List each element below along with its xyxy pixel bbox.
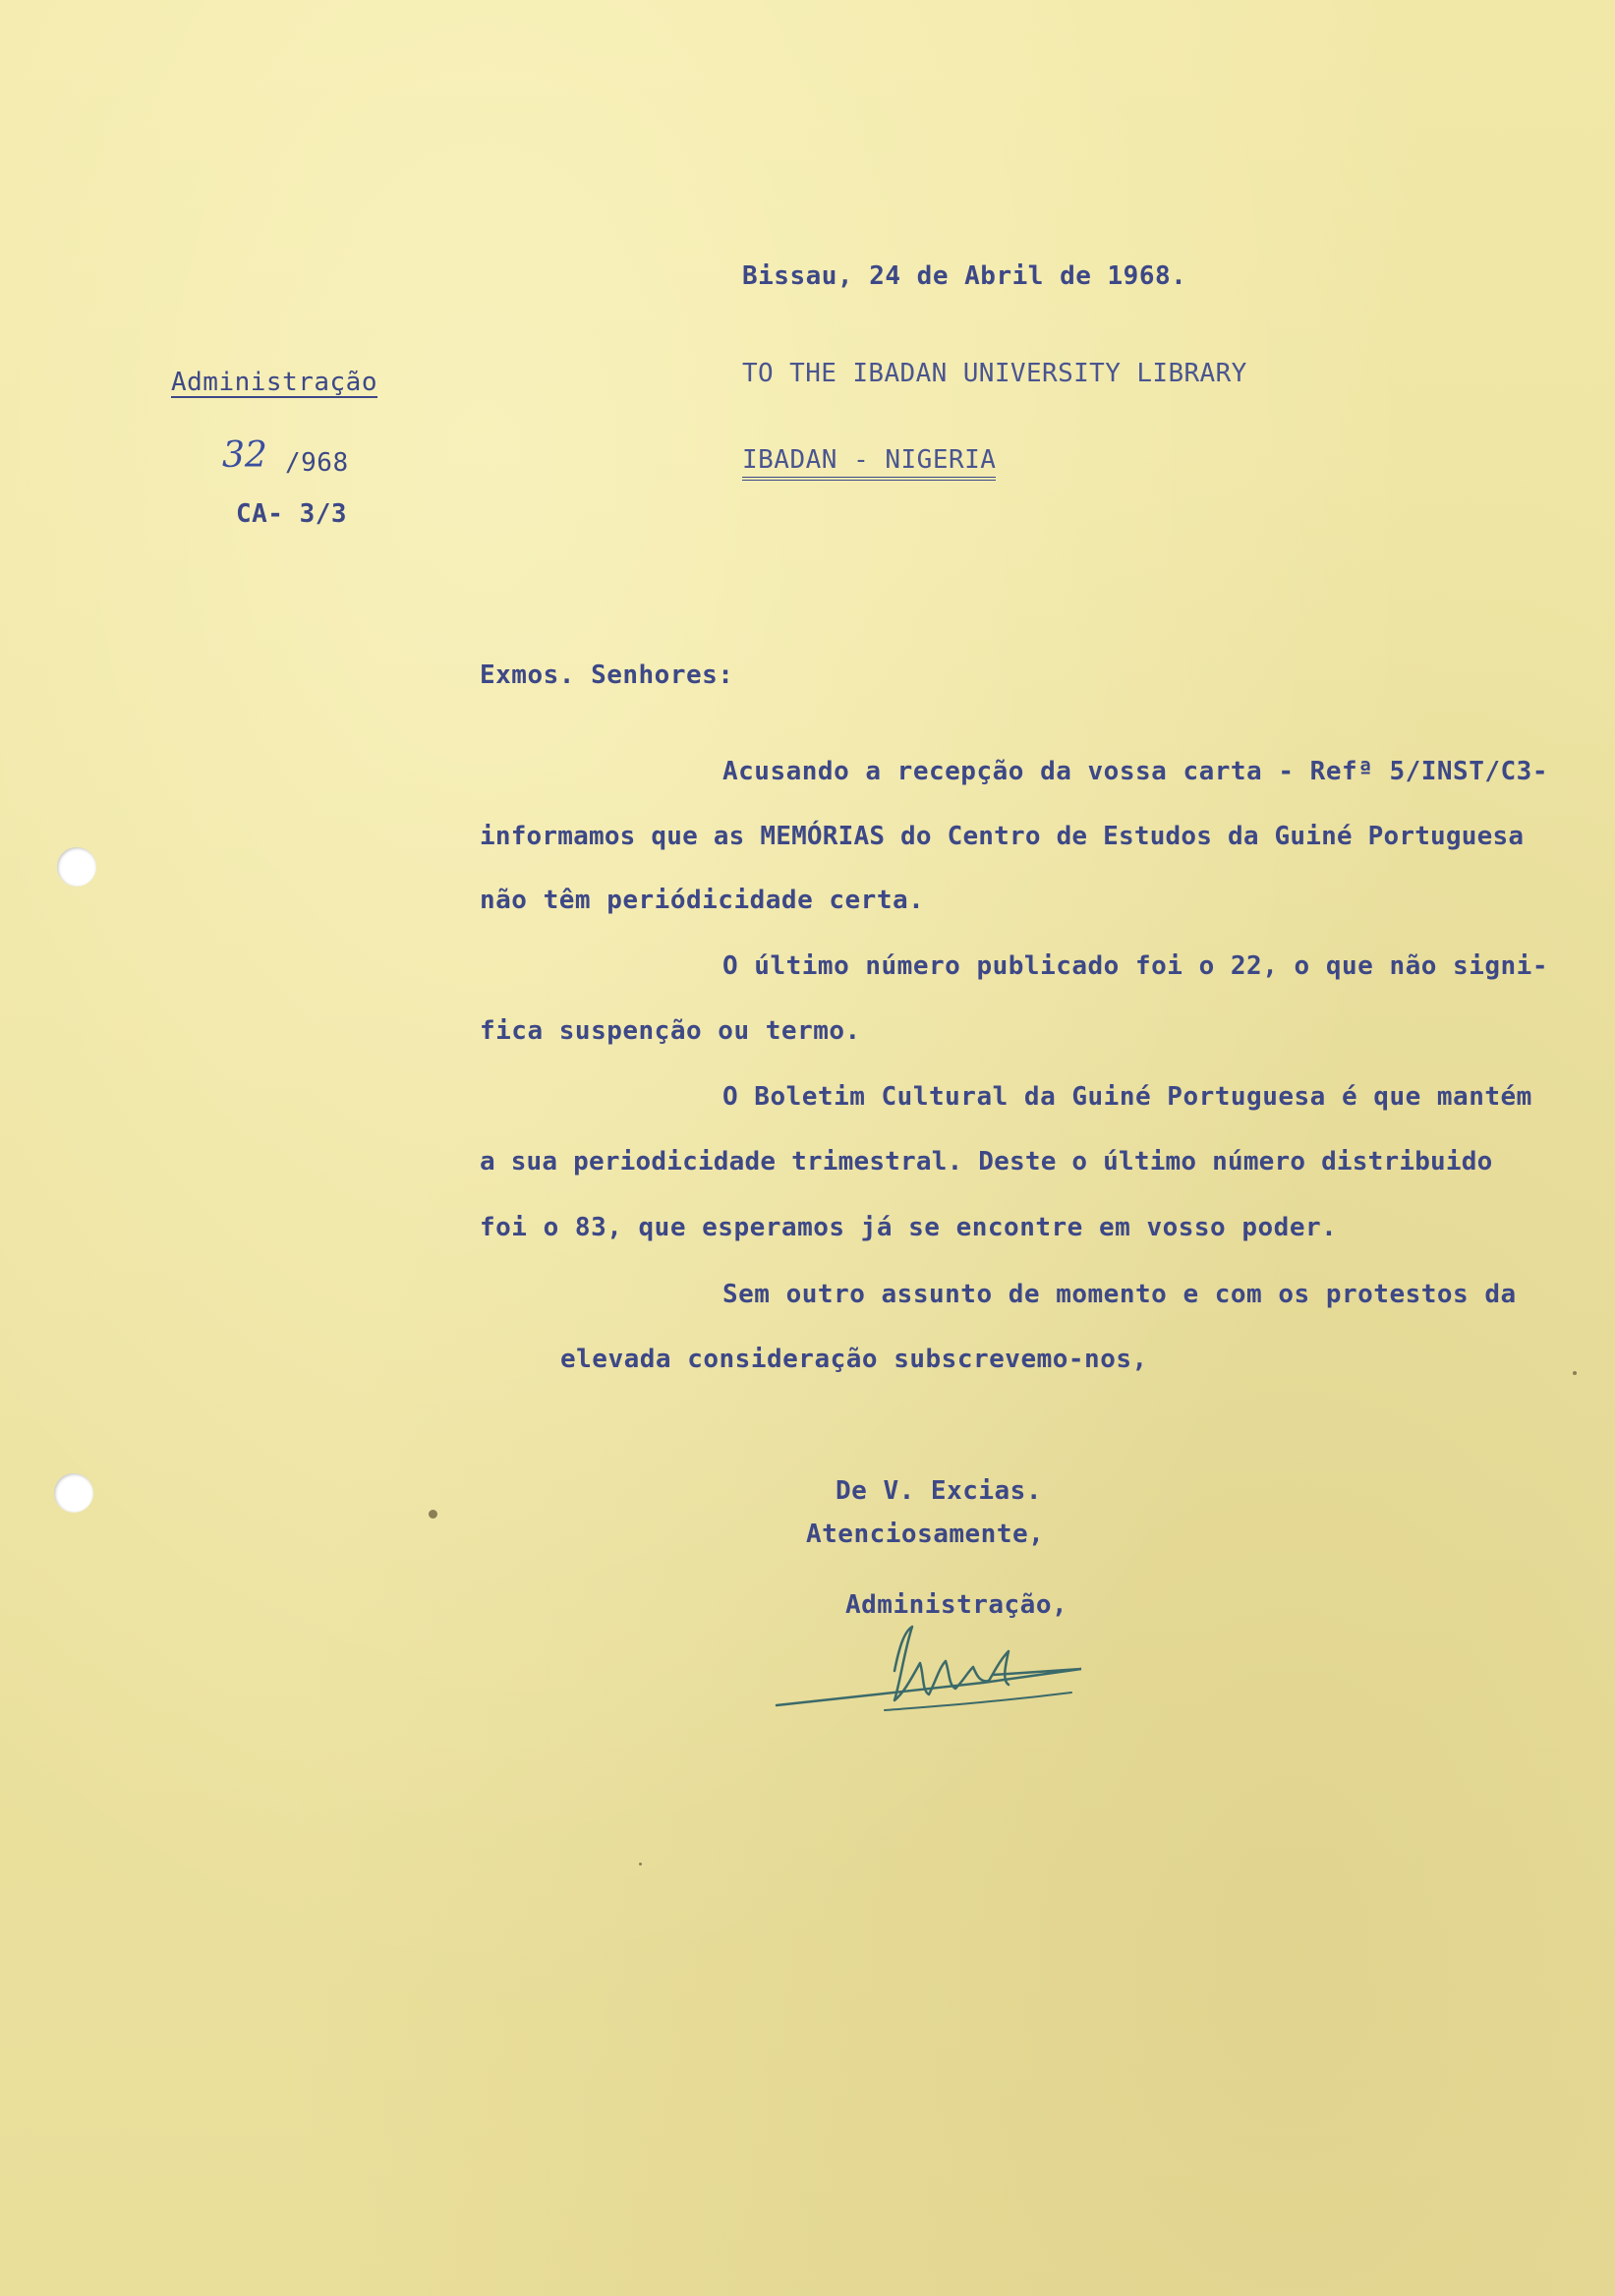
- reference-code: CA- 3/3: [236, 499, 348, 529]
- paper-speck: [639, 1863, 642, 1866]
- paper-speck: [429, 1510, 437, 1519]
- handwritten-signature: [757, 1612, 1101, 1730]
- body-line: fica suspenção ou termo.: [480, 1016, 861, 1046]
- closing-line-2: Atenciosamente,: [806, 1520, 1045, 1549]
- body-line: Sem outro assunto de momento e com os protestos da: [722, 1280, 1517, 1309]
- reference-number-handwritten: 32: [222, 435, 267, 476]
- body-line: foi o 83, que esperamos já se encontre em vosso poder.: [480, 1213, 1338, 1242]
- sender-department: Administração: [171, 368, 377, 397]
- recipient-line-2: IBADAN - NIGERIA: [742, 445, 996, 481]
- body-line: não têm periódicidade certa.: [480, 886, 925, 915]
- recipient-line-1: TO THE IBADAN UNIVERSITY LIBRARY: [742, 359, 1247, 388]
- reference-year: /968: [285, 448, 349, 478]
- date-line: Bissau, 24 de Abril de 1968.: [742, 261, 1187, 291]
- body-line: O Boletim Cultural da Guiné Portuguesa é que mantém: [722, 1082, 1532, 1112]
- salutation: Exmos. Senhores:: [480, 660, 734, 690]
- punch-hole-bottom: [54, 1473, 93, 1513]
- punch-hole-top: [57, 847, 96, 887]
- body-line: a sua periodicidade trimestral. Deste o último número distribuido: [480, 1147, 1493, 1177]
- signature-label: Administração,: [845, 1590, 1068, 1620]
- body-line: informamos que as MEMÓRIAS do Centro de Estudos da Guiné Portuguesa: [480, 822, 1525, 851]
- body-line: O último número publicado foi o 22, o que não signi-: [722, 951, 1548, 981]
- paper-speck: [1573, 1371, 1577, 1375]
- closing-line-1: De V. Excias.: [836, 1476, 1042, 1506]
- body-line: Acusando a recepção da vossa carta - Refª 5/INST/C3-: [722, 757, 1548, 786]
- body-line: elevada consideração subscrevemo-nos,: [560, 1345, 1148, 1374]
